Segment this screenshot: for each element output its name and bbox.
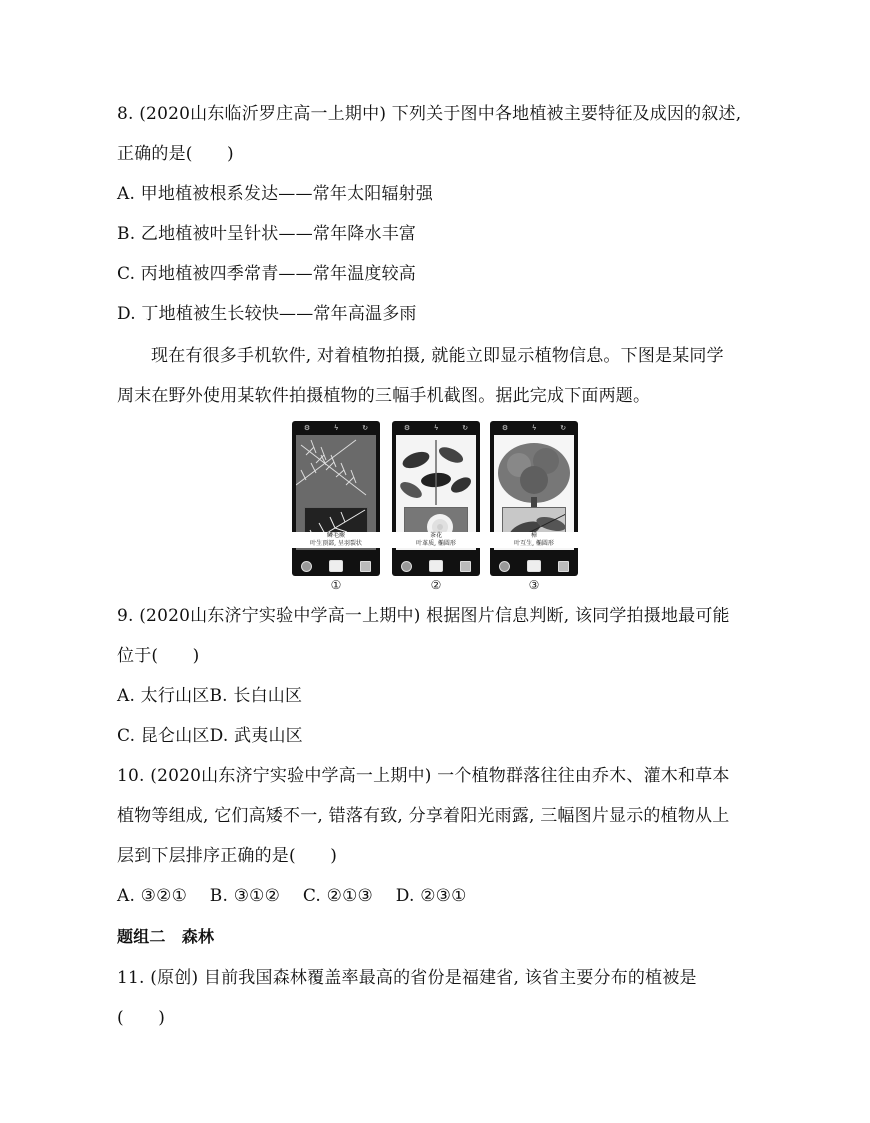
q9-stem-line2: 位于( ): [117, 646, 200, 666]
flash-icon: ϟ: [333, 424, 339, 432]
camera-shutter-button[interactable]: [527, 560, 541, 572]
plant-name-2: 茶花: [392, 532, 480, 540]
switch-camera-icon: ↻: [362, 424, 369, 432]
crop-button[interactable]: [558, 561, 569, 572]
gallery-button[interactable]: [499, 561, 510, 572]
plant-desc-1: 叶生顶部, 呈羽裂状: [292, 540, 380, 548]
phone-screenshot-1: [292, 421, 380, 576]
figure-number-3: ③: [528, 578, 540, 592]
q9-options-cd: C. 昆仑山区D. 武夷山区: [117, 726, 303, 746]
gallery-button[interactable]: [301, 561, 312, 572]
phone-status-bar: [490, 421, 578, 435]
figure-number-2: ②: [430, 578, 442, 592]
settings-icon: ⚙: [403, 424, 411, 432]
figure-number-1: ①: [330, 578, 342, 592]
q8-stem-line1: 8. (2020山东临沂罗庄高一上期中) 下列关于图中各地植被主要特征及成因的叙述,: [117, 104, 742, 124]
q10-stem-line3: 层到下层排序正确的是( ): [117, 846, 338, 866]
flash-icon: ϟ: [433, 424, 439, 432]
q11-stem-line1: 11. (原创) 目前我国森林覆盖率最高的省份是福建省, 该省主要分布的植被是: [117, 968, 697, 988]
crop-button[interactable]: [460, 561, 471, 572]
phone-screenshots-figure: [292, 421, 582, 596]
q8-option-c: C. 丙地植被四季常青——常年温度较高: [117, 264, 417, 284]
group2-heading: 题组二 森林: [117, 927, 215, 946]
phone-status-bar: [292, 421, 380, 435]
q8-option-d: D. 丁地植被生长较快——常年高温多雨: [117, 304, 417, 324]
q10-options: A. ③②① B. ③①② C. ②①③ D. ②③①: [117, 886, 467, 906]
settings-icon: ⚙: [303, 424, 311, 432]
plant-desc-3: 叶互生, 椭圆形: [490, 540, 578, 548]
phone-status-bar: [392, 421, 480, 435]
switch-camera-icon: ↻: [462, 424, 469, 432]
q11-stem-line2: ( ): [117, 1008, 166, 1028]
plant-name-1: 鳞毛蕨: [292, 532, 380, 540]
plant-name-3: 樟: [490, 532, 578, 540]
phone-screenshot-3: [490, 421, 578, 576]
phone-toolbar: [292, 556, 380, 576]
camera-shutter-button[interactable]: [329, 560, 343, 572]
camera-shutter-button[interactable]: [429, 560, 443, 572]
q9-stem-line1: 9. (2020山东济宁实验中学高一上期中) 根据图片信息判断, 该同学拍摄地最可能: [117, 606, 730, 626]
q10-stem-line2: 植物等组成, 它们高矮不一, 错落有致, 分享着阳光雨露, 三幅图片显示的植物从上: [117, 806, 730, 826]
q8-option-a: A. 甲地植被根系发达——常年太阳辐射强: [117, 184, 434, 204]
q9-options-ab: A. 太行山区B. 长白山区: [117, 686, 303, 706]
plant-desc-2: 叶革质, 椭圆形: [392, 540, 480, 548]
crop-button[interactable]: [360, 561, 371, 572]
q8-stem-line2: 正确的是( ): [117, 144, 234, 164]
gallery-button[interactable]: [401, 561, 412, 572]
flash-icon: ϟ: [531, 424, 537, 432]
q8-option-b: B. 乙地植被叶呈针状——常年降水丰富: [117, 224, 417, 244]
q10-stem-line1: 10. (2020山东济宁实验中学高一上期中) 一个植物群落往往由乔木、灌木和草本: [117, 766, 730, 786]
phone-screenshot-2: [392, 421, 480, 576]
intro-line2: 周末在野外使用某软件拍摄植物的三幅手机截图。据此完成下面两题。: [117, 386, 651, 406]
switch-camera-icon: ↻: [560, 424, 567, 432]
intro-line1: 现在有很多手机软件, 对着植物拍摄, 就能立即显示植物信息。下图是某同学: [151, 346, 724, 366]
phone-toolbar: [392, 556, 480, 576]
phone-toolbar: [490, 556, 578, 576]
settings-icon: ⚙: [501, 424, 509, 432]
